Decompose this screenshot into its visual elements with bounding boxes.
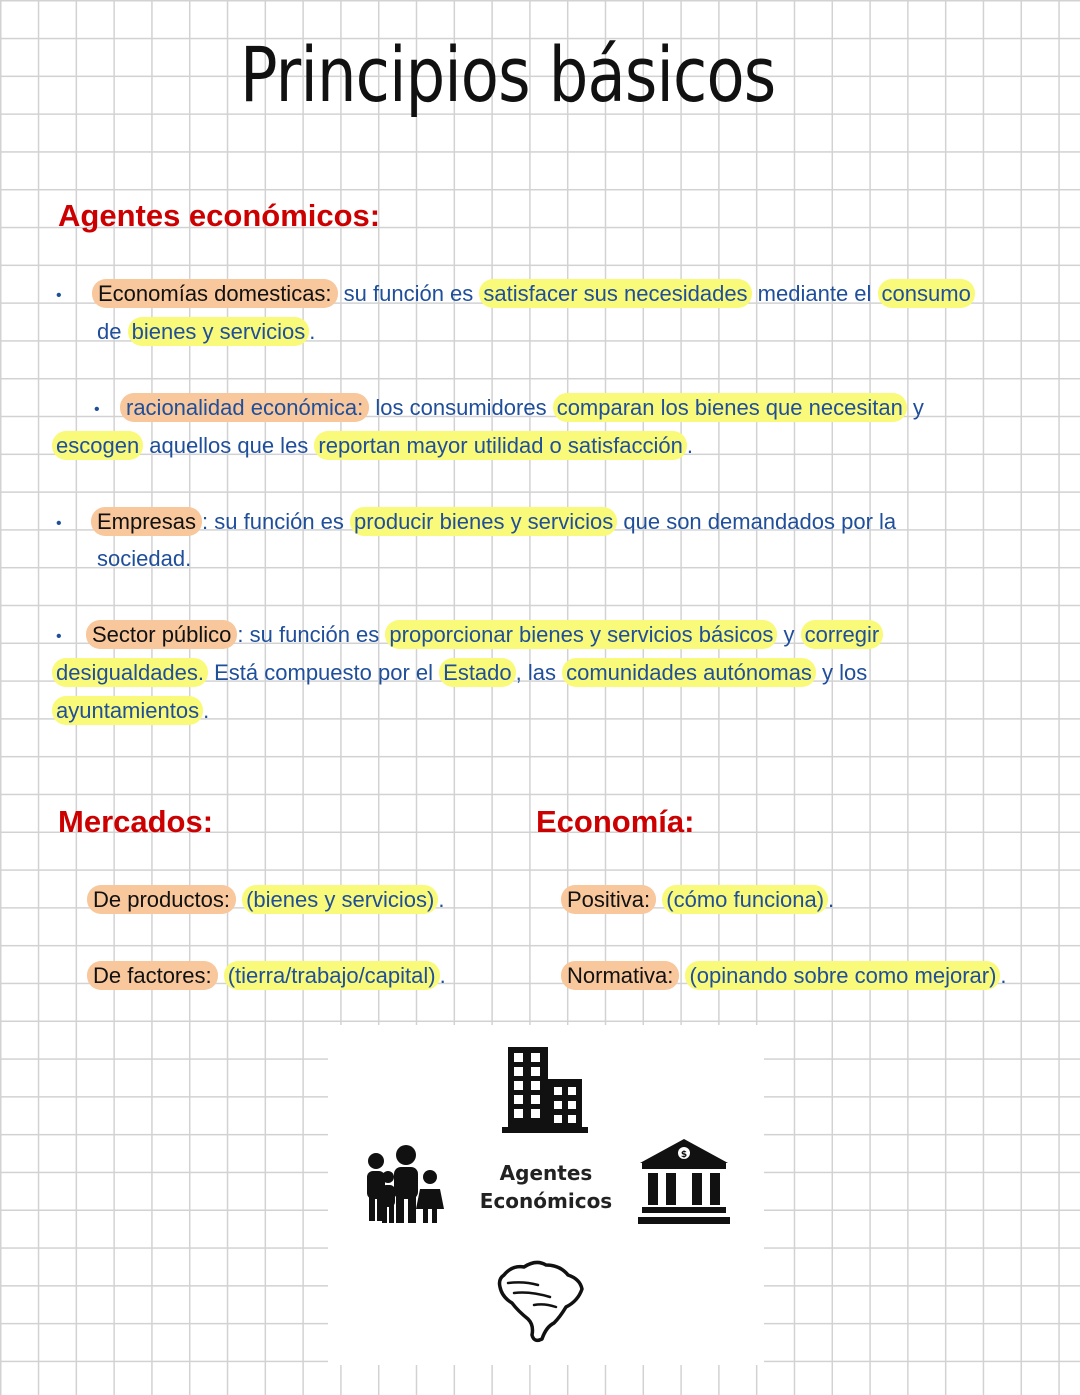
bullet-icon: • — [56, 628, 62, 645]
page-title: Principios básicos — [240, 30, 776, 119]
highlight-span: proporcionar bienes y servicios básicos — [385, 620, 777, 649]
economia-heading: Economía: — [536, 804, 695, 839]
country-map-icon — [494, 1253, 586, 1345]
text-span: . — [828, 887, 835, 912]
text-span: : su función es — [202, 509, 351, 534]
highlight-span: comparan los bienes que necesitan — [553, 393, 907, 422]
text-span: . — [1000, 963, 1007, 988]
text-span: y — [906, 395, 924, 420]
family-icon — [362, 1143, 446, 1227]
mercados-item — [87, 887, 445, 913]
mercados-term: De factores: — [87, 961, 218, 990]
highlight-span: corregir — [801, 620, 884, 649]
text-span: , las — [515, 660, 563, 685]
text-span: . — [686, 433, 693, 458]
racionalidad-line-1 — [120, 395, 924, 421]
bullet-icon: • — [94, 401, 100, 418]
racionalidad-term: racionalidad económica: — [120, 393, 369, 422]
highlight-span: (tierra/trabajo/capital) — [224, 961, 440, 990]
economia-item — [561, 963, 1007, 989]
building-icon — [498, 1045, 590, 1135]
empresas-line-2 — [97, 546, 191, 572]
text-span: . — [309, 319, 316, 344]
sector-term: Sector público — [86, 620, 237, 649]
mercados-heading: Mercados: — [58, 804, 214, 839]
agentes-heading: Agentes económicos: — [58, 198, 381, 233]
economia-item — [561, 887, 834, 913]
figure-label — [466, 1159, 626, 1215]
text-span: y — [777, 622, 801, 647]
highlight-span: reportan mayor utilidad o satisfacción — [314, 431, 686, 460]
highlight-span: (opinando sobre como mejorar) — [685, 961, 1000, 990]
figure-label-line-2: Económicos — [479, 1189, 613, 1213]
highlight-span: ayuntamientos — [52, 696, 203, 725]
text-span: . — [439, 963, 446, 988]
bullet-icon: • — [56, 287, 62, 304]
bank-icon — [638, 1137, 730, 1225]
empresas-term: Empresas — [91, 507, 202, 536]
text-span: de — [97, 319, 128, 344]
mercados-term: De productos: — [87, 885, 236, 914]
economia-term: Positiva: — [561, 885, 656, 914]
text-span: su función es — [337, 281, 480, 306]
text-span: Está compuesto por el — [208, 660, 440, 685]
agentes-figure — [328, 1025, 764, 1365]
text-span: y los — [815, 660, 868, 685]
text-span: . — [438, 887, 445, 912]
racionalidad-line-2 — [52, 433, 693, 459]
text-span: los consumidores — [369, 395, 553, 420]
economias-line-1 — [92, 281, 975, 307]
sector-line-3 — [52, 698, 209, 724]
economias-term: Economías domesticas: — [92, 279, 338, 308]
highlight-span: Estado — [439, 658, 516, 687]
text-span: aquellos que les — [143, 433, 315, 458]
highlight-span: producir bienes y servicios — [350, 507, 617, 536]
text-span: que son demandados por la — [617, 509, 897, 534]
empresas-line-1 — [91, 509, 896, 535]
highlight-span: (bienes y servicios) — [242, 885, 438, 914]
highlight-span: (cómo funciona) — [662, 885, 828, 914]
svg-text:$: $ — [680, 1150, 688, 1160]
sector-line-1 — [86, 622, 883, 648]
text-span: . — [203, 698, 210, 723]
highlight-span: bienes y servicios — [128, 317, 310, 346]
text-span: : su función es — [237, 622, 386, 647]
highlight-span: escogen — [52, 431, 143, 460]
highlight-span: desigualdades. — [52, 658, 208, 687]
highlight-span: satisfacer sus necesidades — [479, 279, 751, 308]
economia-term: Normativa: — [561, 961, 679, 990]
text-span: sociedad. — [97, 546, 192, 571]
economias-line-2 — [97, 319, 315, 345]
highlight-span: comunidades autónomas — [562, 658, 816, 687]
bullet-icon: • — [56, 515, 62, 532]
text-span: mediante el — [751, 281, 878, 306]
sector-line-2 — [52, 660, 867, 686]
highlight-span: consumo — [878, 279, 975, 308]
mercados-item — [87, 963, 446, 989]
figure-label-line-1: Agentes — [499, 1161, 593, 1185]
